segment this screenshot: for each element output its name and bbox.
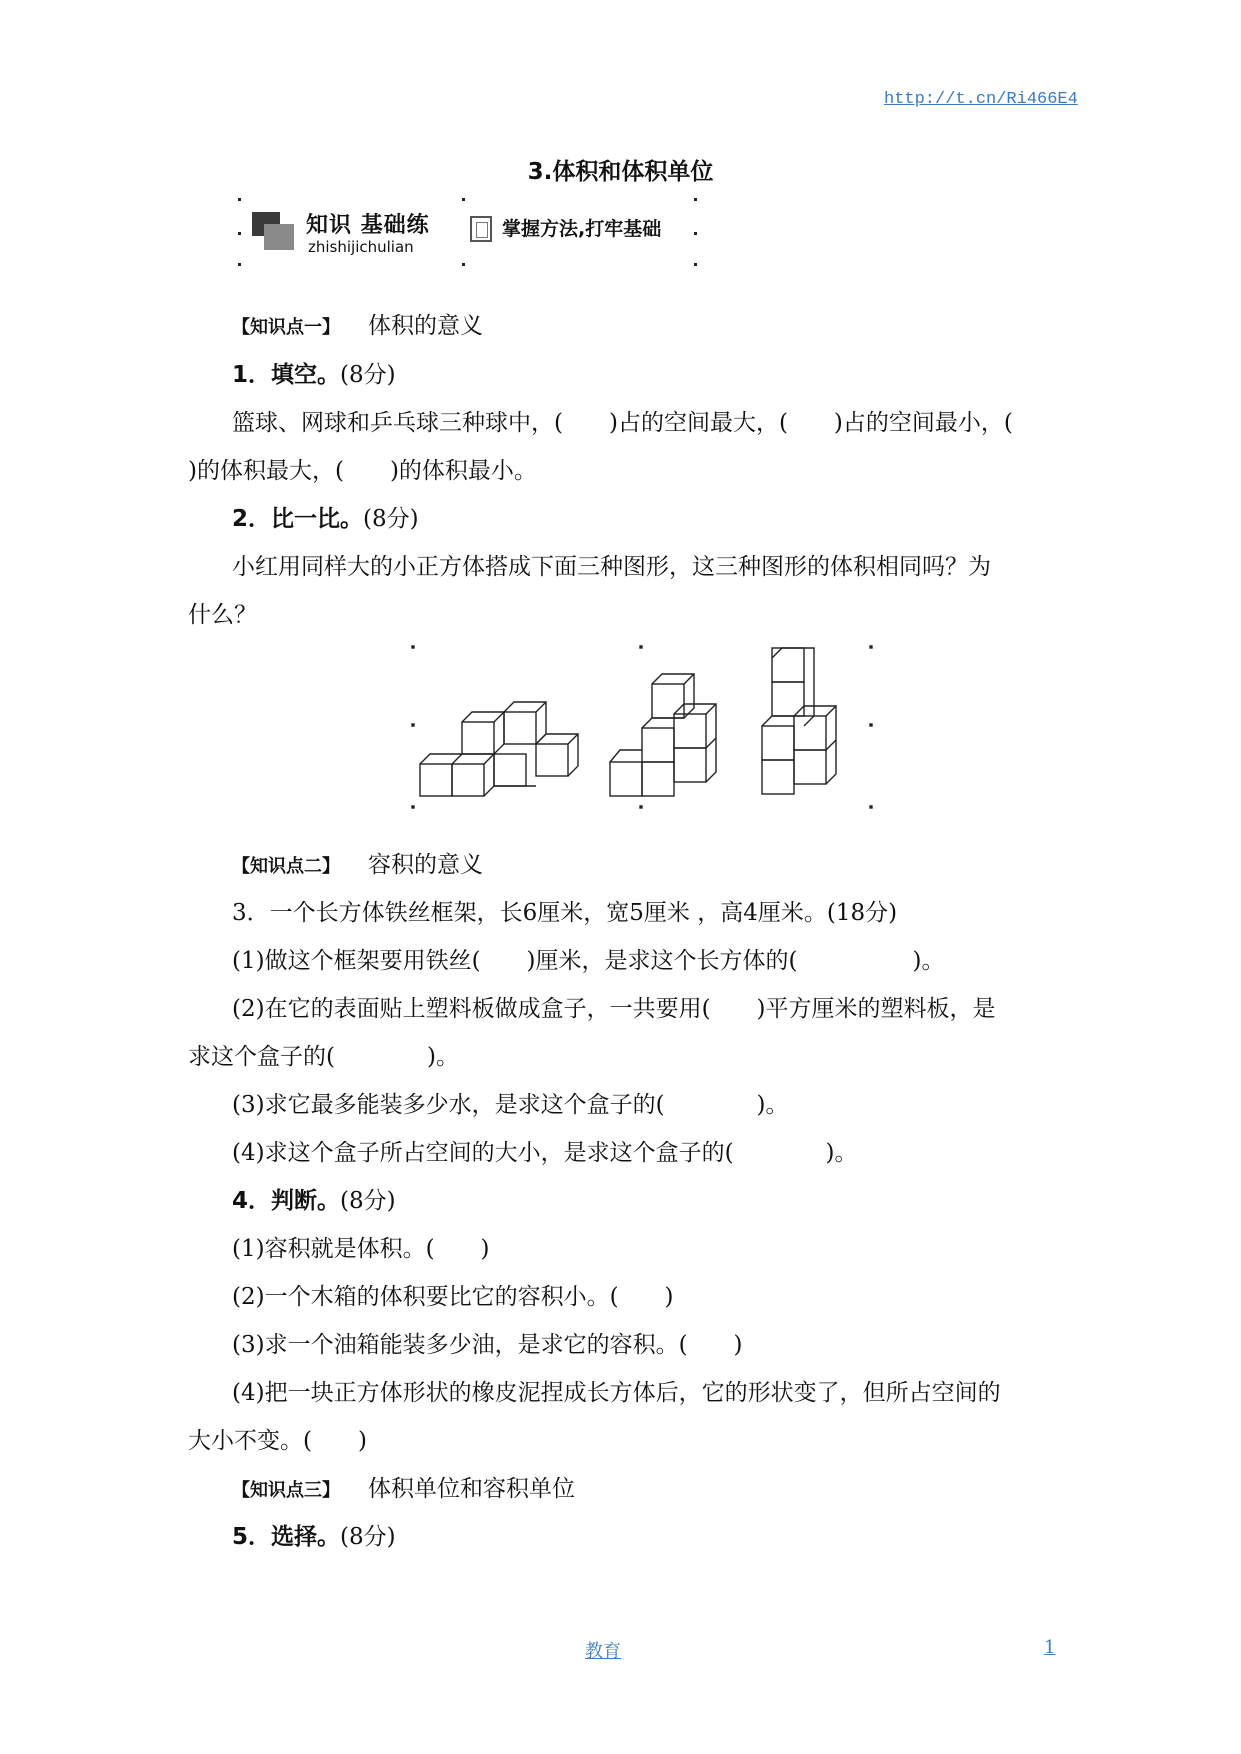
q4-title bbox=[232, 1186, 396, 1216]
kp1-line bbox=[232, 311, 483, 343]
q2-title bbox=[232, 504, 419, 534]
section-banner bbox=[238, 198, 698, 266]
header-link[interactable]: http://t.cn/Ri466E4 bbox=[884, 90, 1078, 109]
text-line: )的体积最大，( )的体积最小。 bbox=[188, 458, 537, 484]
text-line: (1)容积就是体积。( ) bbox=[232, 1236, 490, 1262]
banner-subtitle: 掌握方法,打牢基础 bbox=[502, 218, 662, 240]
text-line: (2)一个木箱的体积要比它的容积小。( ) bbox=[232, 1284, 674, 1310]
text-line: 小红用同样大的小正方体搭成下面三种图形，这三种图形的体积相同吗？为 bbox=[232, 554, 991, 580]
question-score: (8分) bbox=[363, 506, 419, 532]
question-title: 1．填空。 bbox=[232, 362, 341, 388]
banner-logo-light bbox=[264, 224, 294, 250]
figure-3 bbox=[762, 648, 836, 794]
question-title: 2．比一比。 bbox=[232, 506, 364, 532]
question-title: 4．判断。 bbox=[232, 1188, 341, 1214]
text-line: (3)求它最多能装多少水，是求这个盒子的( )。 bbox=[232, 1092, 789, 1118]
text-line: (2)在它的表面贴上塑料板做成盒子，一共要用( )平方厘米的塑料板，是 bbox=[232, 996, 996, 1022]
q1-title bbox=[232, 360, 396, 390]
kp-text: 容积的意义 bbox=[368, 852, 483, 878]
kp-text: 体积的意义 bbox=[368, 313, 483, 339]
question-title: 5．选择。 bbox=[232, 1524, 341, 1550]
figure-2 bbox=[610, 674, 716, 796]
kp-label: 【知识点三】 bbox=[232, 1480, 340, 1501]
page-title: 3.体积和体积单位 bbox=[527, 159, 714, 185]
banner-main-text: 知识 基础练 bbox=[306, 213, 430, 238]
figure-1 bbox=[420, 702, 578, 796]
page-number: 1 bbox=[1044, 1637, 1056, 1658]
question-score: (8分) bbox=[340, 1524, 396, 1550]
banner-box-icon bbox=[470, 216, 492, 242]
text-line: 求这个盒子的( )。 bbox=[188, 1044, 459, 1070]
banner-pinyin: zhishijichulian bbox=[308, 238, 414, 256]
q5-title bbox=[232, 1522, 396, 1552]
text-line: (4)把一块正方体形状的橡皮泥捏成长方体后，它的形状变了，但所占空间的 bbox=[232, 1380, 1001, 1406]
kp3-line bbox=[232, 1474, 575, 1506]
footer-link[interactable]: 教育 bbox=[585, 1641, 621, 1662]
text-line: 3．一个长方体铁丝框架，长6厘米，宽5厘米 ，高4厘米。(18分) bbox=[232, 900, 898, 926]
kp-label: 【知识点一】 bbox=[232, 317, 340, 338]
kp2-line bbox=[232, 850, 483, 882]
question-score: (8分) bbox=[340, 362, 396, 388]
text-line: 大小不变。( ) bbox=[188, 1428, 367, 1454]
kp-label: 【知识点二】 bbox=[232, 856, 340, 877]
text-line: (4)求这个盒子所占空间的大小，是求这个盒子的( )。 bbox=[232, 1140, 858, 1166]
text-line: (3)求一个油箱能装多少油，是求它的容积。( ) bbox=[232, 1332, 743, 1358]
kp-text: 体积单位和容积单位 bbox=[368, 1476, 575, 1502]
text-line: 篮球、网球和乒乓球三种球中，( )占的空间最大，( )占的空间最小，( bbox=[232, 410, 1013, 436]
cube-figures bbox=[410, 644, 890, 814]
text-line: 什么？ bbox=[188, 602, 257, 628]
text-line: (1)做这个框架要用铁丝( )厘米，是求这个长方体的( )。 bbox=[232, 948, 945, 974]
question-score: (8分) bbox=[340, 1188, 396, 1214]
